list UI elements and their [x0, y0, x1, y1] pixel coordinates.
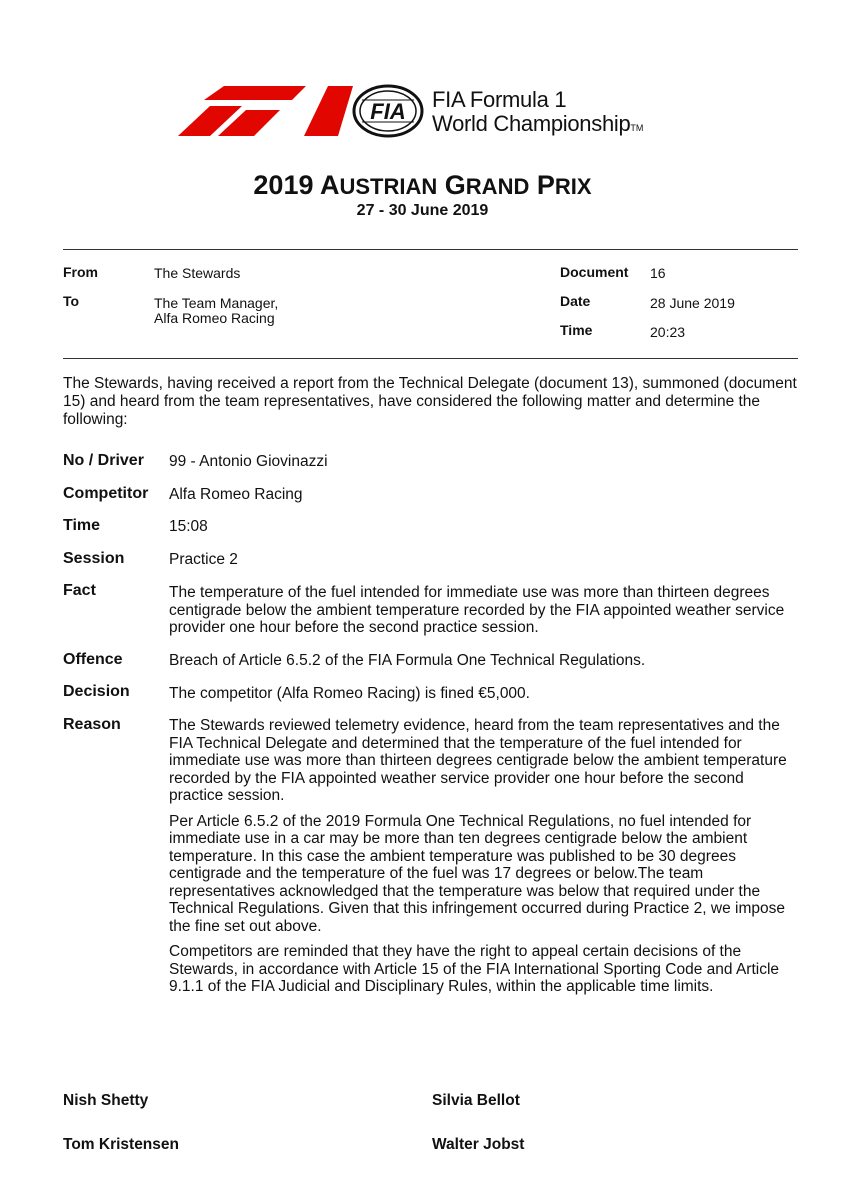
brand-line-1: FIA Formula 1	[432, 87, 567, 112]
from-label: From	[63, 264, 98, 280]
steward-name-4: Walter Jobst	[432, 1136, 525, 1153]
trademark-mark: TM	[630, 123, 644, 133]
to-value-line-1: The Team Manager,	[154, 295, 279, 311]
title-word-3-rest: RIX	[554, 174, 592, 199]
to-label: To	[63, 293, 80, 309]
document-value: 16	[650, 265, 666, 281]
title-word-3-initial: P	[536, 170, 555, 200]
date-value: 28 June 2019	[650, 295, 735, 311]
title-word-1-initial: A	[319, 170, 340, 200]
steward-name-1: Nish Shetty	[63, 1092, 149, 1109]
session-label: Session	[63, 550, 125, 567]
from-value: The Stewards	[154, 265, 241, 281]
title-word-2-initial: G	[444, 170, 466, 200]
offence-value: Breach of Article 6.5.2 of the FIA Formula One Technical Regulations.	[169, 652, 646, 669]
reason-paragraph-1: The Stewards reviewed telemetry evidence, heard from the team representatives and the FIA Technical Delegate and determined that the temperature of the fuel intended for immediate use was more than thirteen degrees centigrade below the ambient temperature recorded by the FIA appointed weather service provider one hour before the second practice session.	[169, 717, 787, 804]
incident-time-value: 15:08	[169, 518, 208, 535]
fact-label: Fact	[63, 582, 96, 599]
decision-label: Decision	[63, 683, 130, 700]
event-dates: 27 - 30 June 2019	[356, 202, 489, 219]
time-label: Time	[560, 322, 593, 338]
session-value: Practice 2	[169, 551, 238, 568]
intro-paragraph: The Stewards, having received a report from the Technical Delegate (document 13), summoned (document 15) and heard from the team representatives, have considered the following matter and determine the following:	[63, 375, 797, 428]
driver-value: 99 - Antonio Giovinazzi	[169, 453, 328, 470]
fact-value: The temperature of the fuel intended for immediate use was more than thirteen degrees centigrade below the ambient temperature recorded by the FIA appointed weather service provider one hour before the second practice session.	[169, 584, 785, 636]
title-word-1-rest: USTRIAN	[339, 174, 438, 199]
to-value-line-2: Alfa Romeo Racing	[154, 310, 275, 326]
championship-wordmark	[432, 88, 643, 140]
f1-logo-icon	[178, 86, 353, 136]
brand-line-2: World Championship	[432, 111, 631, 136]
time-value: 20:23	[650, 324, 686, 340]
reason-label: Reason	[63, 716, 121, 733]
steward-name-3: Tom Kristensen	[63, 1136, 179, 1153]
reason-body	[169, 717, 799, 1004]
decision-value: The competitor (Alfa Romeo Racing) is fined €5,000.	[169, 685, 530, 702]
document-title	[0, 170, 845, 201]
title-word-2-rest: RAND	[465, 174, 530, 199]
date-label: Date	[560, 293, 591, 309]
header-logo-block	[178, 82, 698, 140]
steward-name-2: Silvia Bellot	[432, 1092, 520, 1109]
driver-label: No / Driver	[63, 452, 144, 469]
fia-seal-icon	[352, 84, 424, 138]
divider-top	[63, 249, 798, 250]
reason-paragraph-2: Per Article 6.5.2 of the 2019 Formula One Technical Regulations, no fuel intended for immediate use in a car may be more than ten degrees centigrade below the ambient temperature. In this case the ambient temperature was published to be 30 degrees centigrade and the temperature of the fuel was 17 degrees or below.The team representatives acknowledged that the temperature was below that required under the Technical Regulations. Given that this infringement occurred during Practice 2, we impose the fine set out above.	[169, 812, 786, 935]
incident-time-label: Time	[63, 517, 101, 534]
divider-bottom	[63, 358, 798, 359]
competitor-value: Alfa Romeo Racing	[169, 486, 303, 503]
reason-paragraph-3: Competitors are reminded that they have the right to appeal certain decisions of the Stewards, in accordance with Article 15 of the FIA International Sporting Code and Article 9.1.1 of the FIA Judicial and Disciplinary Rules, within the applicable time limits.	[169, 943, 780, 995]
competitor-label: Competitor	[63, 485, 149, 502]
offence-label: Offence	[63, 651, 123, 668]
title-year: 2019	[253, 170, 314, 200]
document-label: Document	[560, 264, 629, 280]
fia-seal-text: FIA	[370, 99, 406, 124]
